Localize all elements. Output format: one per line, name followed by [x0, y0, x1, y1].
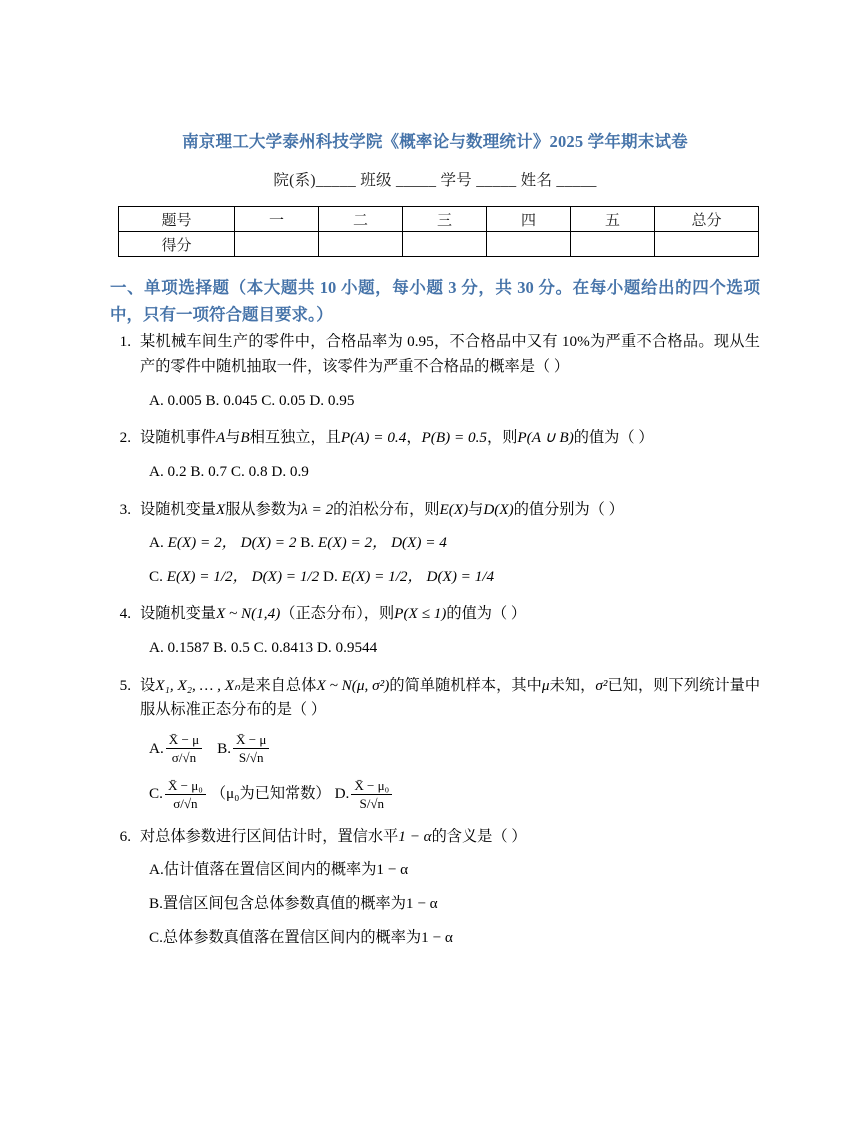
score-table-col-total: 总分: [655, 207, 759, 232]
question-5-options-line-2[interactable]: C. $\frac{\text{X̄ − μ₀}}{\sigma/√n}$ （μ₀为已知常数） D. $\frac{\text{X̄ − μ₀}}{S/√n}$: [149, 778, 760, 812]
question-2-number: 2.: [119, 429, 131, 447]
question-4: [110, 602, 760, 660]
page-title: 南京理工大学泰州科技学院《概率论与数理统计》2025 学年期末试卷: [182, 132, 688, 151]
score-table-col-0: 一: [235, 207, 319, 232]
question-2-options: [149, 460, 760, 485]
question-5: [110, 674, 760, 812]
score-table-col-1: 二: [319, 207, 403, 232]
question-3-options: [149, 531, 760, 589]
score-table-row-label-0: 题号: [119, 207, 235, 232]
question-1-number: 1.: [119, 333, 131, 351]
score-table-col-4: 五: [571, 207, 655, 232]
question-6-option-a[interactable]: A.估计值落在置信区间内的概率为1 − α: [149, 861, 409, 879]
question-2-text: 设随机事件A与B相互独立，且P(A) = 0.4，P(B) = 0.5，则P(A ∪ B)的值为（ ）: [140, 429, 654, 447]
question-3-options-line-1[interactable]: A. E(X) = 2， D(X) = 2 B. E(X) = 2， D(X) = 4: [149, 534, 447, 552]
student-info-line: 院(系)_____ 班级 _____ 学号 _____ 姓名 _____: [273, 171, 597, 189]
question-4-text: 设随机变量X ~ N(1,4)（正态分布），则P(X ≤ 1)的值为（ ）: [140, 605, 527, 623]
table-row: [119, 207, 759, 232]
var-A: A: [215, 429, 226, 447]
question-1-text: 某机械车间生产的零件中，合格品率为 0.95，不合格品中又有 10%为严重不合格品。现从生产的零件中随机抽取一件，该零件为严重不合格品的概率是（ ）: [140, 333, 760, 376]
question-5-number: 5.: [119, 676, 131, 694]
score-table-row-label-1: 得分: [119, 232, 235, 257]
score-cell-2[interactable]: [403, 232, 487, 257]
score-cell-total[interactable]: [655, 232, 759, 257]
question-4-options-line[interactable]: A. 0.1587 B. 0.5 C. 0.8413 D. 0.9544: [149, 639, 378, 657]
question-6-number: 6.: [119, 827, 131, 845]
question-6-options: [149, 858, 760, 950]
question-5-option-c-note: （μ₀为已知常数）: [210, 785, 331, 803]
question-6-text: 对总体参数进行区间估计时，置信水平1 − α的含义是（ ）: [140, 827, 527, 845]
score-cell-1[interactable]: [319, 232, 403, 257]
question-3-text: 设随机变量X服从参数为λ = 2的泊松分布，则E(X)与D(X)的值分别为（ ）: [140, 500, 624, 518]
question-1-options: [149, 389, 760, 414]
score-cell-0[interactable]: [235, 232, 319, 257]
question-1: [110, 330, 760, 413]
question-5-options: [149, 732, 760, 812]
question-3: [110, 498, 760, 590]
score-table-col-3: 四: [487, 207, 571, 232]
question-6-option-c[interactable]: C.总体参数真值落在置信区间内的概率为1 − α: [149, 928, 453, 946]
page-content: [110, 130, 760, 963]
question-1-options-line[interactable]: A. 0.005 B. 0.045 C. 0.05 D. 0.95: [149, 391, 355, 409]
question-2-options-line[interactable]: A. 0.2 B. 0.7 C. 0.8 D. 0.9: [149, 462, 309, 480]
var-X: X: [215, 500, 226, 518]
question-6: [110, 825, 760, 951]
section-heading: 一、单项选择题（本大题共 10 小题，每小题 3 分，共 30 分。在每小题给出的四个选项中，只有一项符合题目要求。）: [110, 278, 760, 324]
question-3-options-line-2[interactable]: C. E(X) = 1/2， D(X) = 1/2 D. E(X) = 1/2， D(X) = 1/4: [149, 567, 495, 585]
question-3-number: 3.: [119, 500, 131, 518]
score-table: [118, 206, 759, 257]
question-2: [110, 426, 760, 484]
score-cell-4[interactable]: [571, 232, 655, 257]
question-4-number: 4.: [119, 605, 131, 623]
var-X: X: [215, 605, 226, 623]
table-row: [119, 232, 759, 257]
var-B: B: [240, 429, 250, 447]
question-6-option-b[interactable]: B.置信区间包含总体参数真值的概率为1 − α: [149, 894, 438, 912]
question-4-options: [149, 636, 760, 661]
score-cell-3[interactable]: [487, 232, 571, 257]
question-5-options-line-1[interactable]: A. $\frac{X̄ - \mu}{\sigma/√n}$ B. $\frac{X̄ - \mu}{S/√n}$: [149, 732, 760, 766]
score-table-col-2: 三: [403, 207, 487, 232]
question-5-text: 设X₁, X₂, … , Xₙ是来自总体X ~ N(μ, σ²)的简单随机样本，其中μ未知，σ²已知，则下列统计量中服从标准正态分布的是（ ）: [140, 676, 761, 719]
